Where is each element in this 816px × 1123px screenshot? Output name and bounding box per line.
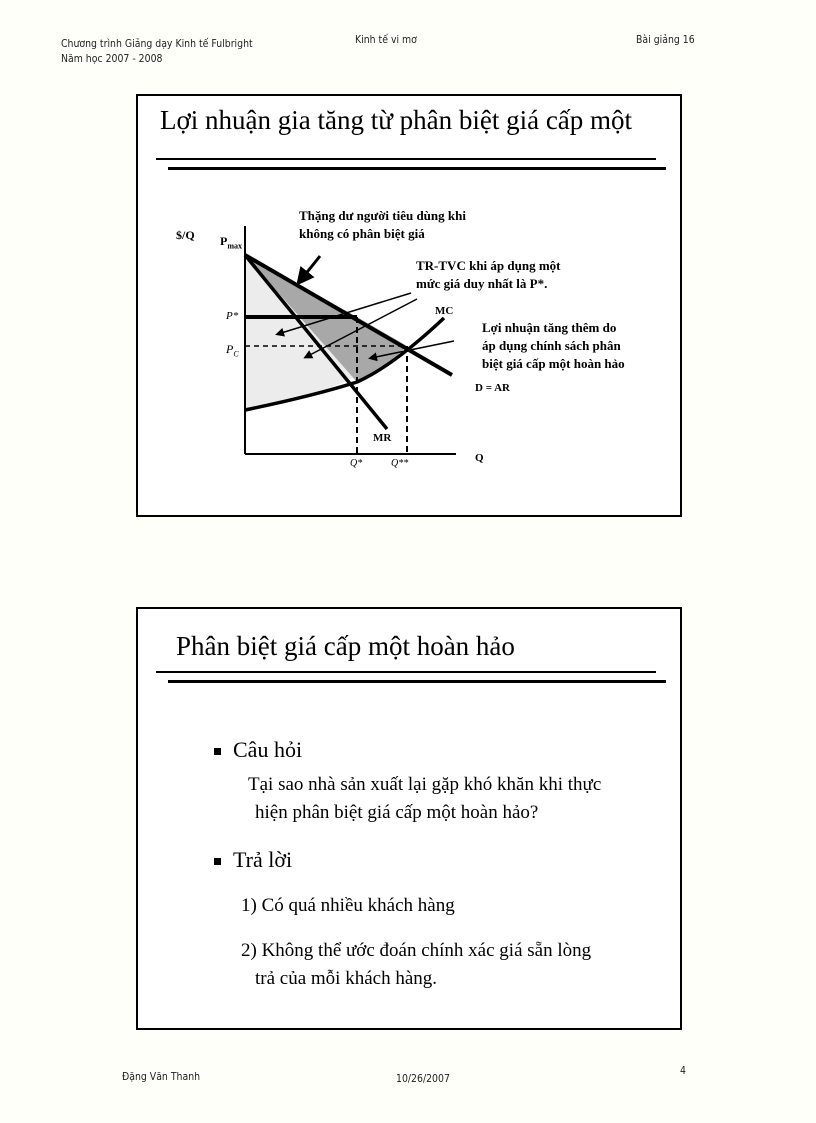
annotation-line: TR-TVC khi áp dụng một — [416, 258, 561, 273]
pstar-label: P* — [226, 310, 239, 322]
header-program: Chương trình Giảng dạy Kinh tế Fulbright — [61, 37, 253, 50]
answer-item: trả của mỗi khách hàng. — [255, 968, 438, 989]
pmax-label — [220, 232, 242, 255]
question-line: Tại sao nhà sản xuất lại gặp khó khăn khi thực — [248, 774, 602, 795]
annotation-line: biệt giá cấp một hoàn hảo — [482, 356, 625, 371]
bullet-icon — [214, 858, 221, 865]
price-discrimination-diagram — [138, 96, 680, 515]
bullet-icon — [214, 748, 221, 755]
pc-text: P — [226, 342, 234, 356]
pmax-sub: max — [227, 241, 243, 251]
annotation-line: Thặng dư người tiêu dùng khi — [299, 208, 466, 223]
slide-2 — [136, 607, 682, 1030]
pc-label — [226, 340, 239, 363]
question-line: hiện phân biệt giá cấp một hoàn hảo? — [255, 802, 539, 823]
question-heading — [214, 737, 302, 763]
profit-annotation — [482, 319, 625, 373]
title-rule — [168, 680, 666, 683]
annotation-line: áp dụng chính sách phân — [482, 338, 621, 353]
answer-heading — [214, 847, 292, 873]
header-year: Năm học 2007 - 2008 — [61, 52, 163, 65]
title-rule — [156, 671, 656, 673]
footer-author: Đặng Văn Thanh — [122, 1070, 201, 1083]
annotation-line: Lợi nhuận tăng thêm do — [482, 320, 617, 335]
demand-label: D = AR — [475, 382, 510, 394]
trtvc-annotation — [416, 257, 561, 293]
slide-1 — [136, 94, 682, 517]
annotation-line: mức giá duy nhất là P*. — [416, 276, 548, 291]
answer-item: 1) Có quá nhiều khách hàng — [241, 895, 455, 916]
pmax-text: P — [220, 234, 228, 248]
mc-label: MC — [435, 305, 454, 317]
qstarstar-label: Q** — [391, 458, 409, 469]
page-number: 4 — [680, 1064, 686, 1077]
question-label: Câu hỏi — [233, 737, 303, 762]
qstar-label: Q* — [350, 458, 363, 469]
x-axis-label: Q — [475, 452, 484, 464]
header-course: Kinh tế vi mơ — [355, 33, 417, 46]
mr-label: MR — [373, 432, 392, 444]
answer-item: 2) Không thể ước đoán chính xác giá sẵn lòng — [241, 940, 592, 961]
footer-date: 10/26/2007 — [396, 1072, 450, 1085]
cs-annotation — [299, 207, 466, 243]
arrow-icon — [300, 256, 320, 281]
header-lecture: Bài giảng 16 — [636, 33, 695, 46]
slide-title: Phân biệt giá cấp một hoàn hảo — [176, 631, 515, 661]
answer-label: Trả lời — [233, 847, 293, 872]
pc-sub: C — [233, 349, 239, 359]
annotation-line: không có phân biệt giá — [299, 226, 425, 241]
y-axis-label: $/Q — [176, 228, 195, 242]
slide-title: Lợi nhuận gia tăng từ phân biệt giá cấp một — [160, 105, 633, 135]
